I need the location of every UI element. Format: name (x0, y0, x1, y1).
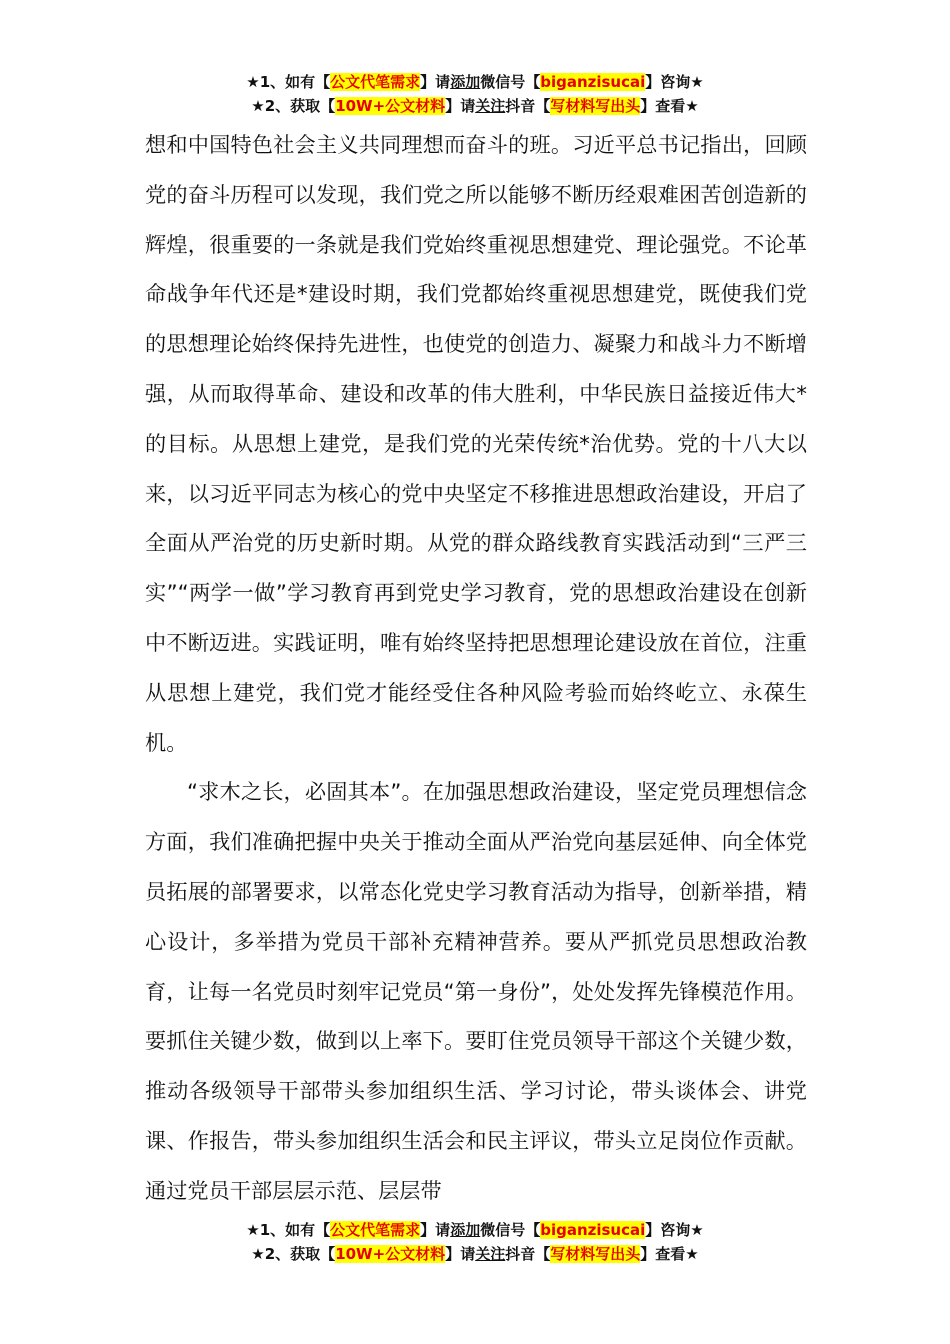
paragraph: 想和中国特色社会主义共同理想而奋斗的班。习近平总书记指出，回顾党的奋斗历程可以发现，我们党之所以能够不断历经艰难困苦创造新的辉煌，很重要的一条就是我们党始终重视思想建党、理论强党。不论革命战争年代还是*建设时期，我们党都始终重视思想建党，既使我们党的思想理论始终保持先进性，也使党的创造力、凝聚力和战斗力不断增强，从而取得革命、建设和改革的伟大胜利，中华民族日益接近伟大*的目标。从思想上建党，是我们党的光荣传统*治优势。党的十八大以来，以习近平同志为核心的党中央坚定不移推进思想政治建设，开启了全面从严治党的历史新时期。从党的群众路线教育实践活动到“三严三实”“两学一做”学习教育再到党史学习教育，党的思想政治建设在创新中不断迈进。实践证明，唯有始终坚持把思想理论建设放在首位，注重从思想上建党，我们党才能经受住各种风险考验而始终屹立、永葆生机。 (145, 132, 807, 755)
paragraph: “求木之长，必固其本”。在加强思想政治建设，坚定党员理想信念方面，我们准确把握中央关于推动全面从严治党向基层延伸、向全体党员拓展的部署要求，以常态化党史学习教育活动为指导，创新举措，精心设计，多举措为党员干部补充精神营养。要从严抓党员思想政治教育，让每一名党员时刻牢记党员“第一身份”，处处发挥先锋模范作用。要抓住关键少数，做到以上率下。要盯住党员领导干部这个关键少数，推动各级领导干部带头参加组织生活、学习讨论，带头谈体会、讲党课、作报告，带头参加组织生活会和民主评议，带头立足岗位作贡献。通过党员干部层层示范、层层带 (145, 779, 807, 1203)
header-banner (0, 70, 950, 118)
highlight-douyin-account: 写材料写出头 (550, 1245, 641, 1263)
footer-banner (0, 1218, 950, 1266)
banner-line-1: ★1、如有【公文代笔需求】请添加微信号【biganzisucai】咨询★ (246, 73, 704, 91)
highlight-douyin-account: 写材料写出头 (550, 97, 641, 115)
highlight-writing-service: 公文代笔需求 (330, 73, 421, 91)
highlight-writing-service: 公文代笔需求 (330, 1221, 421, 1239)
highlight-materials: 10W+公文材料 (335, 97, 446, 115)
highlight-materials: 10W+公文材料 (335, 1245, 446, 1263)
document-body (145, 120, 807, 1216)
highlight-wechat-id: biganzisucai (540, 73, 646, 91)
highlight-wechat-id: biganzisucai (540, 1221, 646, 1239)
banner-line-2: ★2、获取【10W+公文材料】请关注抖音【写材料写出头】查看★ (251, 97, 699, 115)
banner-line-1: ★1、如有【公文代笔需求】请添加微信号【biganzisucai】咨询★ (246, 1221, 704, 1239)
banner-line-2: ★2、获取【10W+公文材料】请关注抖音【写材料写出头】查看★ (251, 1245, 699, 1263)
